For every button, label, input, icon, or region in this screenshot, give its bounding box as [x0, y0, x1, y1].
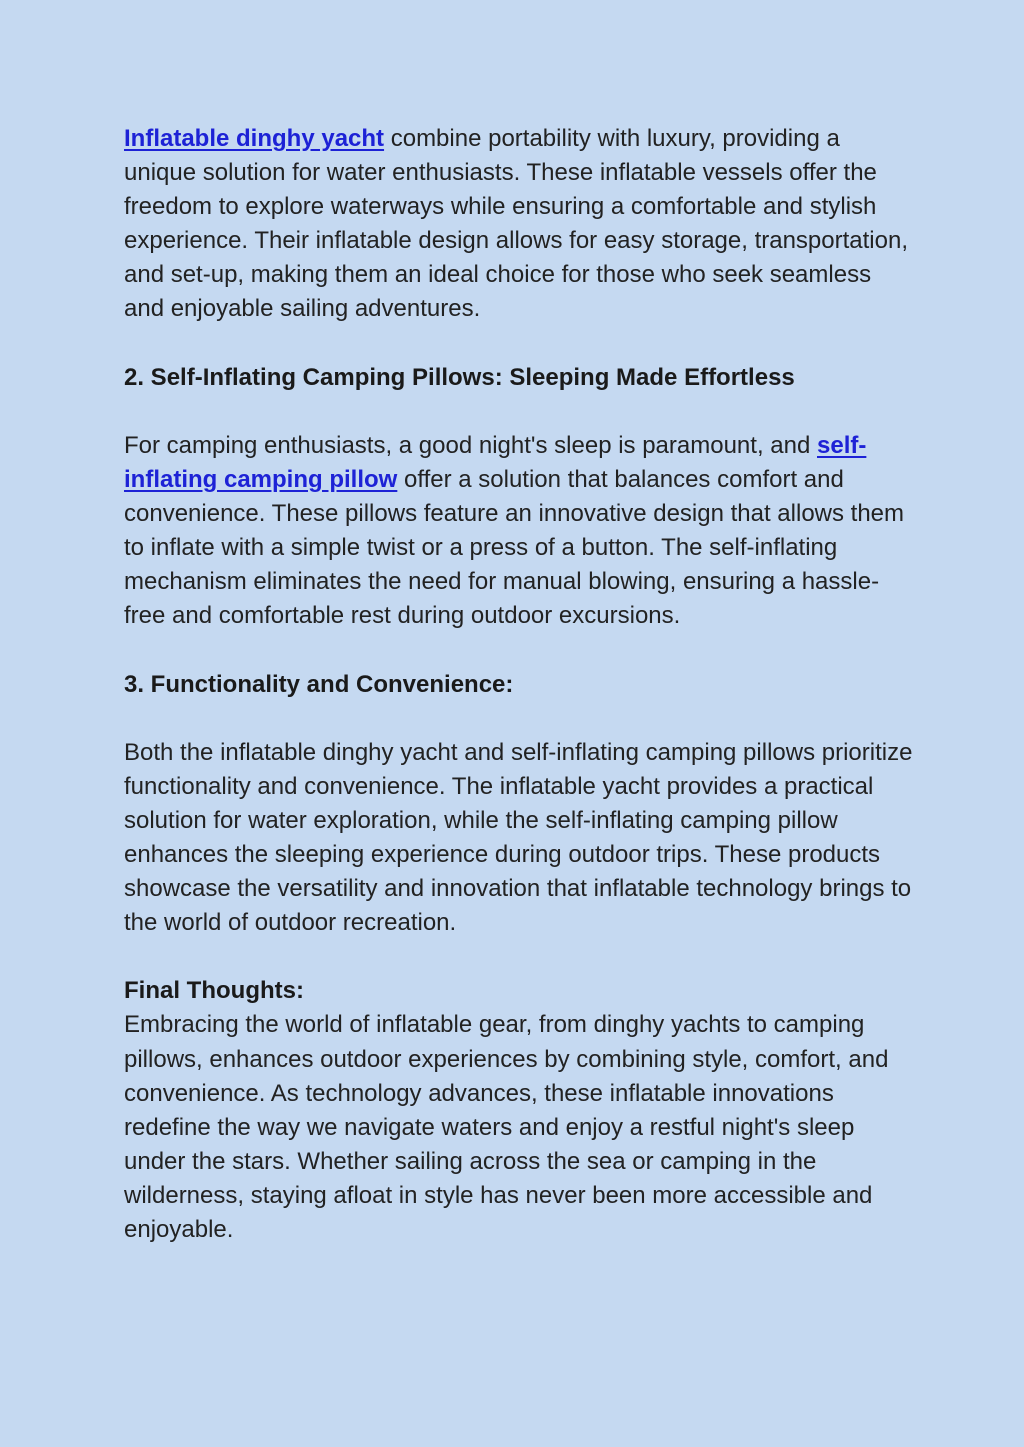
- document-page: [124, 122, 914, 1247]
- self-inflating-camping-pillow-link[interactable]: self-inflating camping pillow: [124, 431, 867, 493]
- final-thoughts-heading: Final Thoughts:: [124, 977, 304, 1005]
- final-thoughts-paragraph: Embracing the world of inflatable gear, from dinghy yachts to camping pillows, enhances outdoor experiences by combining style, comfort, and convenience. As technology advances, these inflatable innovations redefine the way we navigate waters and enjoy a restful night's sleep under the stars. Whether sailing across the sea or camping in the wilderness, staying afloat in style has never been more accessible and enjoyable.: [124, 1011, 889, 1243]
- spacer: [124, 395, 914, 429]
- spacer: [124, 702, 914, 736]
- inflatable-dinghy-yacht-link[interactable]: Inflatable dinghy yacht: [124, 125, 385, 152]
- section-2-text-before: For camping enthusiasts, a good night's sleep is paramount, and: [124, 431, 817, 459]
- section-3-paragraph: Both the inflatable dinghy yacht and self-inflating camping pillows prioritize functionality and convenience. The inflatable yacht provides a practical solution for water exploration, while the self-inflating camping pillow enhances the sleeping experience during outdoor trips. These products showcase the versatility and innovation that inflatable technology brings to the world of outdoor recreation.: [124, 738, 913, 937]
- section-3-heading: 3. Functionality and Convenience:: [124, 670, 514, 698]
- section-2-heading: 2. Self-Inflating Camping Pillows: Sleeping Made Effortless: [124, 363, 795, 391]
- section-2-text-after: offer a solution that balances comfort and convenience. These pillows feature an innovative design that allows them to inflate with a simple twist or a press of a button. The self-inflating mechanism eliminates the need for manual blowing, ensuring a hassle-free and comfortable rest during outdoor excursions.: [124, 465, 905, 630]
- spacer: [124, 633, 914, 667]
- spacer: [124, 327, 914, 361]
- section-2-paragraph: [124, 429, 914, 634]
- intro-text: combine portability with luxury, providing a unique solution for water enthusiasts. These inflatable vessels offer the freedom to explore waterways while ensuring a comfortable and stylish experience. Their inflatable design allows for easy storage, transportation, and set-up, making them an ideal choice for those who seek seamless and enjoyable sailing adventures.: [124, 125, 908, 323]
- spacer: [124, 940, 914, 974]
- intro-paragraph: [124, 122, 914, 327]
